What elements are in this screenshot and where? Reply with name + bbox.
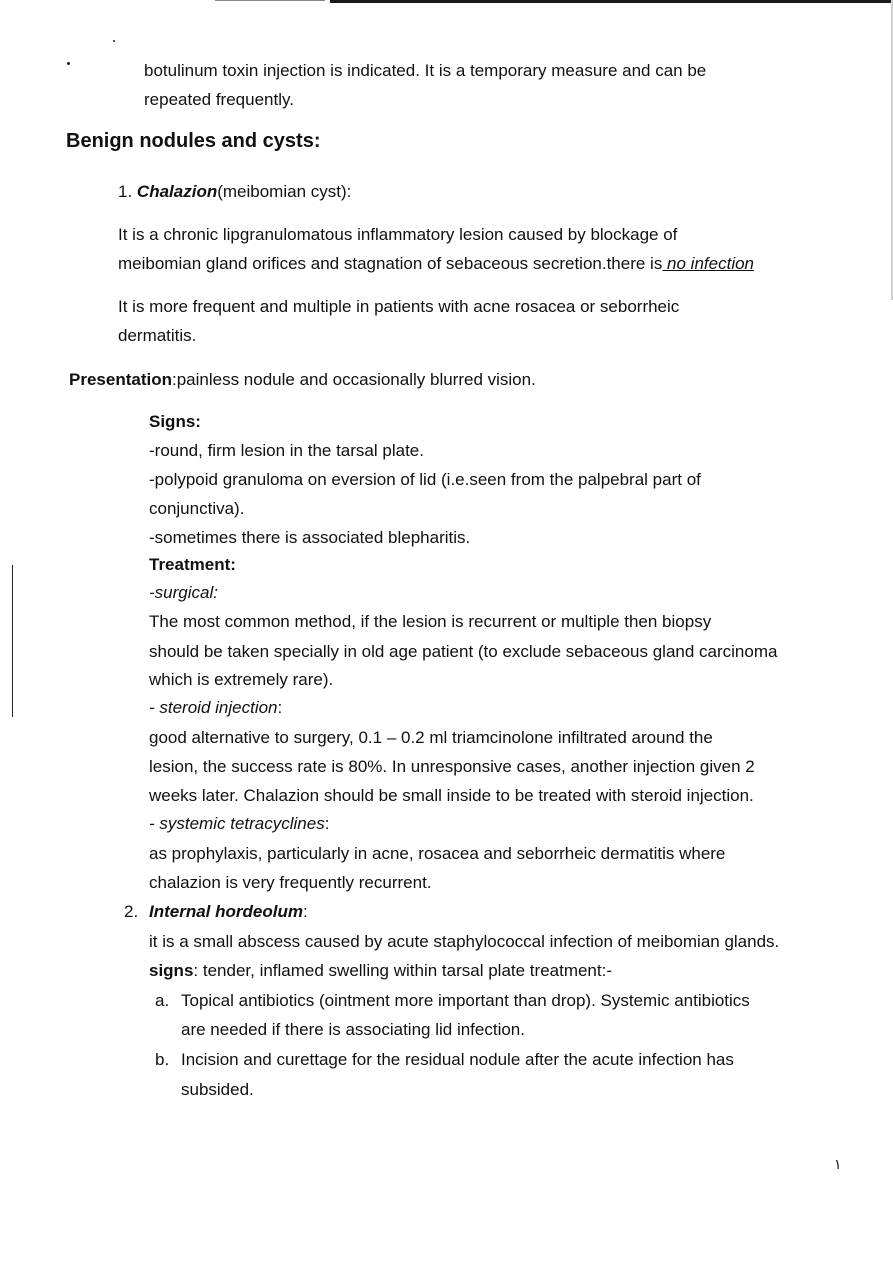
steroid-line-1: good alternative to surgery, 0.1 – 0.2 ml triamcinolone infiltrated around the bbox=[149, 728, 713, 747]
page-number: ١ bbox=[834, 1156, 842, 1172]
scan-left-edge bbox=[12, 565, 13, 717]
surgical-label: -surgical: bbox=[149, 583, 218, 602]
chalazion-term: Chalazion bbox=[136, 182, 218, 201]
intro-line-2: repeated frequently. bbox=[144, 90, 294, 109]
tetracycline-line-1: as prophylaxis, particularly in acne, rosacea and seborrheic dermatitis where bbox=[149, 844, 726, 863]
steroid-label: - steroid injection bbox=[149, 698, 278, 717]
chalazion-def-line-2 bbox=[118, 249, 754, 278]
surgical-line-1: The most common method, if the lesion is recurrent or multiple then biopsy bbox=[149, 612, 712, 631]
section-heading: Benign nodules and cysts: bbox=[66, 130, 321, 152]
option-a-line-1: Topical antibiotics (ointment more important than drop). Systemic antibiotics bbox=[181, 991, 750, 1010]
steroid-line-3: weeks later. Chalazion should be small inside to be treated with steroid injection. bbox=[149, 786, 754, 805]
hordeolum-term: Internal hordeolum bbox=[149, 902, 303, 921]
presentation-text: :painless nodule and occasionally blurred vision. bbox=[171, 370, 536, 389]
scan-speck bbox=[67, 62, 70, 65]
steroid-line-2: lesion, the success rate is 80%. In unresponsive cases, another injection given 2 bbox=[149, 757, 755, 776]
chalazion-def-line-1: It is a chronic lipgranulomatous inflammatory lesion caused by blockage of bbox=[118, 225, 678, 244]
list-number: 1. bbox=[118, 182, 133, 201]
hordeolum-signs-text: : tender, inflamed swelling within tarsal plate treatment:- bbox=[193, 961, 612, 980]
presentation-line bbox=[69, 365, 536, 394]
chalazion-freq-line-1: It is more frequent and multiple in patients with acne rosacea or seborrheic bbox=[118, 297, 680, 316]
option-a-line-2: are needed if there is associating lid infection. bbox=[181, 1020, 525, 1039]
tetracycline-colon: : bbox=[324, 814, 330, 833]
list-marker-a: a. bbox=[155, 991, 170, 1010]
signs-line-2: -polypoid granuloma on eversion of lid (i.e.seen from the palpebral part of bbox=[149, 470, 701, 489]
no-infection-emphasis: no infection bbox=[662, 254, 755, 273]
signs-line-3: conjunctiva). bbox=[149, 499, 245, 518]
steroid-label-line bbox=[149, 693, 282, 722]
scan-edge-mark bbox=[215, 0, 325, 1]
scan-top-border bbox=[330, 0, 893, 3]
option-b-line-1: Incision and curettage for the residual nodule after the acute infection has bbox=[181, 1050, 734, 1069]
scan-speck bbox=[113, 40, 115, 42]
hordeolum-title bbox=[124, 897, 308, 926]
presentation-label: Presentation bbox=[69, 370, 172, 389]
hordeolum-signs-line bbox=[149, 956, 612, 985]
chalazion-title bbox=[118, 177, 351, 206]
def-text: meibomian gland orifices and stagnation of sebaceous secretion.there is bbox=[118, 254, 663, 273]
option-b-line-2: subsided. bbox=[181, 1080, 254, 1099]
tetracycline-label: - systemic tetracyclines bbox=[149, 814, 325, 833]
signs-line-1: -round, firm lesion in the tarsal plate. bbox=[149, 441, 424, 460]
tetracycline-label-line bbox=[149, 809, 329, 838]
hordeolum-colon: : bbox=[302, 902, 308, 921]
list-number: 2. bbox=[124, 902, 139, 921]
chalazion-freq-line-2: dermatitis. bbox=[118, 326, 197, 345]
hordeolum-signs-label: signs bbox=[149, 961, 194, 980]
steroid-colon: : bbox=[277, 698, 283, 717]
signs-heading: Signs: bbox=[149, 412, 201, 431]
signs-line-4: -sometimes there is associated blepharitis. bbox=[149, 528, 471, 547]
list-marker-b: b. bbox=[155, 1050, 170, 1069]
hordeolum-line-1: it is a small abscess caused by acute staphylococcal infection of meibomian glands. bbox=[149, 932, 780, 951]
surgical-line-2: should be taken specially in old age patient (to exclude sebaceous gland carcinoma bbox=[149, 642, 778, 661]
chalazion-subtitle: (meibomian cyst): bbox=[217, 182, 352, 201]
surgical-line-3: which is extremely rare). bbox=[149, 670, 334, 689]
treatment-heading: Treatment: bbox=[149, 555, 236, 574]
tetracycline-line-2: chalazion is very frequently recurrent. bbox=[149, 873, 432, 892]
intro-line-1: botulinum toxin injection is indicated. It is a temporary measure and can be bbox=[144, 61, 707, 80]
